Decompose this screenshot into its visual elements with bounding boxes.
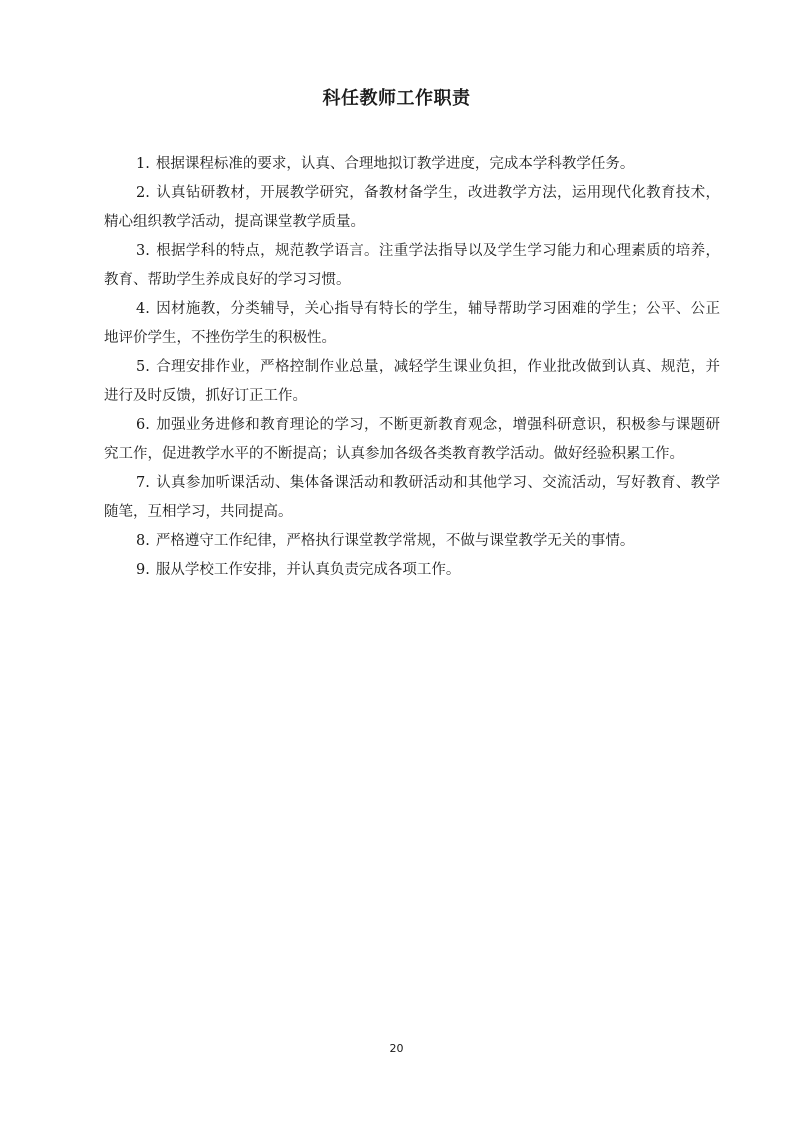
item-text: 因材施教，分类辅导，关心指导有特长的学生，辅导帮助学习困难的学生；公平、公正地评价学生，不挫伤学生的积极性。 [104, 301, 720, 346]
list-item [104, 556, 720, 585]
item-number: 4. [136, 301, 150, 317]
item-text: 加强业务进修和教育理论的学习，不断更新教育观念，增强科研意识，积极参与课题研究工作，促进教学水平的不断提高；认真参加各级各类教育教学活动。做好经验积累工作。 [104, 417, 720, 462]
item-number: 9. [136, 562, 150, 578]
item-text: 根据课程标准的要求，认真、合理地拟订教学进度，完成本学科教学任务。 [155, 156, 635, 172]
list-item [104, 237, 720, 295]
item-number: 2. [136, 185, 150, 201]
duty-list [104, 150, 720, 585]
list-item [104, 527, 720, 556]
item-number: 3. [136, 243, 150, 259]
item-text: 服从学校工作安排，并认真负责完成各项工作。 [155, 562, 461, 578]
list-item [104, 295, 720, 353]
item-number: 1. [136, 156, 150, 172]
item-text: 认真钻研教材，开展教学研究，备教材备学生，改进教学方法，运用现代化教育技术，精心组织教学活动，提高课堂教学质量。 [104, 185, 720, 230]
page-number: 20 [389, 1042, 404, 1055]
item-text: 根据学科的特点，规范教学语言。注重学法指导以及学生学习能力和心理素质的培养，教育、帮助学生养成良好的学习习惯。 [104, 243, 720, 288]
list-item [104, 469, 720, 527]
item-text: 合理安排作业，严格控制作业总量，减轻学生课业负担，作业批改做到认真、规范，并进行及时反馈，抓好订正工作。 [104, 359, 720, 404]
list-item [104, 353, 720, 411]
item-number: 7. [136, 475, 150, 491]
item-number: 6. [136, 417, 150, 433]
item-number: 8. [136, 533, 150, 549]
item-number: 5. [136, 359, 150, 375]
list-item [104, 179, 720, 237]
item-text: 认真参加听课活动、集体备课活动和教研活动和其他学习、交流活动，写好教育、教学随笔，互相学习，共同提高。 [104, 475, 720, 520]
list-item [104, 411, 720, 469]
list-item [104, 150, 720, 179]
item-text: 严格遵守工作纪律，严格执行课堂教学常规，不做与课堂教学无关的事情。 [155, 533, 635, 549]
page-title: 科任教师工作职责 [322, 88, 471, 109]
